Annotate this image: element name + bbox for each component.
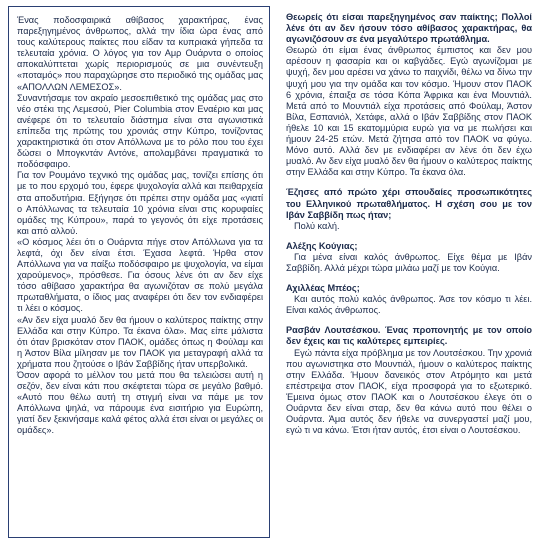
intro-paragraph: Για τον Ρουμάνο τεχνικό της ομάδας μας, τονίζει επίσης ότι με το που ερχομό του, έφερε ψυχολογία αλλά και πειθαρχεία στα αποδυτήρια. Εξήγησε ότι πρέπει στην ομάδα μας «γιατί ο Απόλλωνας τα τελευταία 10 χρόνια είναι στις κορυφαίες ομάδες της Κύπρου», παρά το γεγονός ότι είχε προτάσεις και από αλλού. [17,170,263,236]
interview-subject-name: Ρασβάν Λουτσέσκου. [286,325,381,336]
interview-question: Θεωρείς ότι είσαι παρεξηγημένος σαν παίκτης; Πολλοί λένε ότι αν δεν ήσουν τόσο αθίβασος χαρακτήρας, θα αγωνιζόσουν σε ένα μεγαλύτερο πρωτάθλημα. [286,12,532,45]
intro-box [8,6,270,538]
intro-paragraph: Όσον αφορά το μέλλον του μετά που θα τελειώσει αυτή η σεζόν, δεν είναι κάτι που σκέφτεται τώρα σε μεγάλο βαθμό. «Αυτό που θέλω αυτή τη στιγμή είναι να πάμε με τον Απόλλωνα ψηλά, να πάρουμε ένα εισιτήριο για Ευρώπη, γιατί δεν ξεκινήσαμε καλά φέτος αλλά έτσι είναι οι μεγάλες οι ομάδες». [17,370,263,436]
intro-paragraph: «Ο κόσμος λέει ότι ο Ουάρντα πήγε στον Απόλλωνα για τα λεφτά, όχι δεν είναι έτσι. Έχασα λεφτά. Ήρθα στον Απόλλωνα για να παίξω ποδόσφαιρο με ψυχολογία, να είμαι χαρούμενος», πρόσθεσε. Για όσους λένε ότι αν δεν είχε τόσο αθίβασο χαρακτήρα θα αγωνιζόταν σε πολύ μεγάλα πρωταθλήματα, ο ίδιος μας αναφέρει ότι δεν τον ενδιαφέρει τι λέει ο κόσμος. [17,236,263,314]
intro-paragraph: Συναντήσαμε τον ακραίο μεσοεπιθετικό της ομάδας μας στο νέο στέκι της Λεμεσού, Pier Columbia στον Εναέριο και μας ανέφερε ότι το τελευταίο διάστημα είναι στα αγωνιστικά επίπεδα της πρώτης του χρονιάς στην Κύπρο, τονίζοντας χαρακτηριστικά ότι στον Απόλλωνα με το ρόλο που του έχει δώσει ο Μπογκντάν Αντόνε, απολαμβάνει πραγματικά το ποδόσφαιρο. [17,92,263,170]
interview-question: Αλέξης Κούγιας; [286,240,358,251]
interview-question: Έζησες από πρώτο χέρι σπουδαίες προσωπικότητες του Ελληνικού πρωταθλήματος. Η σχέση σου με τον Ιβάν Σαββίδη πως ήταν; [286,187,532,220]
interview-answer: Για μένα είναι καλός άνθρωπος. Είχε θέμα με Ιβάν Σαββίδη. Αλλά μέχρι τώρα μιλάω μαζί με τον Κούγια. [286,251,532,273]
intro-paragraph: Ένας ποδοσφαιρικά αθίβασος χαρακτήρας, ένας παρεξηγημένος άνθρωπος, αλλά την ίδια ώρα ένας από τους καλύτερους παίκτες που είδαν τα κυπριακά γήπεδα τα τελευταία χρόνια. Ο λόγος για τον Αμρ Ουάρντα ο οποίος αποκαλύπτεται χωρίς περιορισμούς σε μια συνέντευξη «ποταμός» που παραχώρησε στο περιοδικό της ομάδας μας «ΑΠΟΛΛΩΝ ΛΕΜΕΣΟΣ». [17,15,263,92]
interview-question-text: Ένας προπονητής με τον οποίο δεν έχεις και τις καλύτερες εμπειρίες. [286,325,532,347]
interview-answer: Και αυτός πολύ καλός άνθρωπος. Άσε τον κόσμο τι λέει. Είναι καλός άνθρωπος. [286,294,532,316]
interview-question [286,325,532,347]
interview-column [286,6,532,540]
intro-paragraph: «Αν δεν είχα μυαλό δεν θα ήμουν ο καλύτερος παίκτης στην Ελλάδα και στην Κύπρο. Τα έκανα όλα». Μας είπε μάλιστα ότι όταν βρισκόταν στον ΠΑΟΚ, ομάδες όπως η Φούλαμ και η Άστον Βίλα μίλησαν με τον ΠΑΟΚ για μεταγραφή αλλά τα χρήματα που ζητούσε ο Ιβάν Σαββίδης ήταν υπερβολικά. [17,314,263,369]
interview-answer: Πολύ καλή. [294,220,340,231]
interview-question: Αχιλλέας Μπέος; [286,283,360,294]
interview-answer: Θεωρώ ότι είμαι ένας άνθρωπος έμπιστος και δεν μου αρέσουν η φασαρία και οι καβγάδες. Εγώ αγωνίζομαι με ψυχή, δεν μου αρέσει να χάνω το παιχνίδι, θέλω να δίνω την ψυχή μου για την ομάδα και τον κόσμο. Ήμουν στον ΠΑΟΚ 6 χρόνια, έπαιξα σε τόσα Κόπα Άφρικα και ένα Μουντιάλ. Μετά από το Μουντιάλ είχα προτάσεις από Φούλαμ, Άστον Βίλα, Εσπανιόλ, Χετάφε, αλλά ο Ιβάν Σαββίδης στον ΠΑΟΚ ήθελε 10 και 15 εκατομμύρια ευρώ για να με πωλήσει και ήμουν 24-25 ετών. Μετά ζήτησα από τον ΠΑΟΚ να φύγω. Μόνο αυτό. Αλλά δεν με ενδιαφέρει αν λένε ότι δεν έχω μυαλό. Αν δεν είχα μυαλό δεν θα ήμουν ο καλύτερος παίκτης στην Ελλάδα και στην Κύπρο. Τα έκανα όλα. [286,45,532,178]
interview-answer: Εγώ πάντα είχα πρόβλημα με τον Λουτσέσκου. Την χρονιά που αγωνιστηκα στο Μουντιάλ, ήμουν ο καλύτερος παίκτης στην Ελλάδα. Ήμουν δανεικός στον Ατρόμητο και μετά επέστρεψα στον ΠΑΟΚ, είχα προσφορά για το εξωτερικό. Έμεινα όμως στον ΠΑΟΚ και ο Λουτσέσκου έλεγε ότι ο Ουάρντα δεν είναι σταρ, δεν θα κάνω αυτό που θέλει ο Ουάρντα. Άμα αυτός δεν ήθελε να συνεργαστεί μαζί μου, εγώ τι να κάνω. Έτσι ήταν αυτός, έτσι είναι ο Λουτσέσκου. [286,347,532,436]
